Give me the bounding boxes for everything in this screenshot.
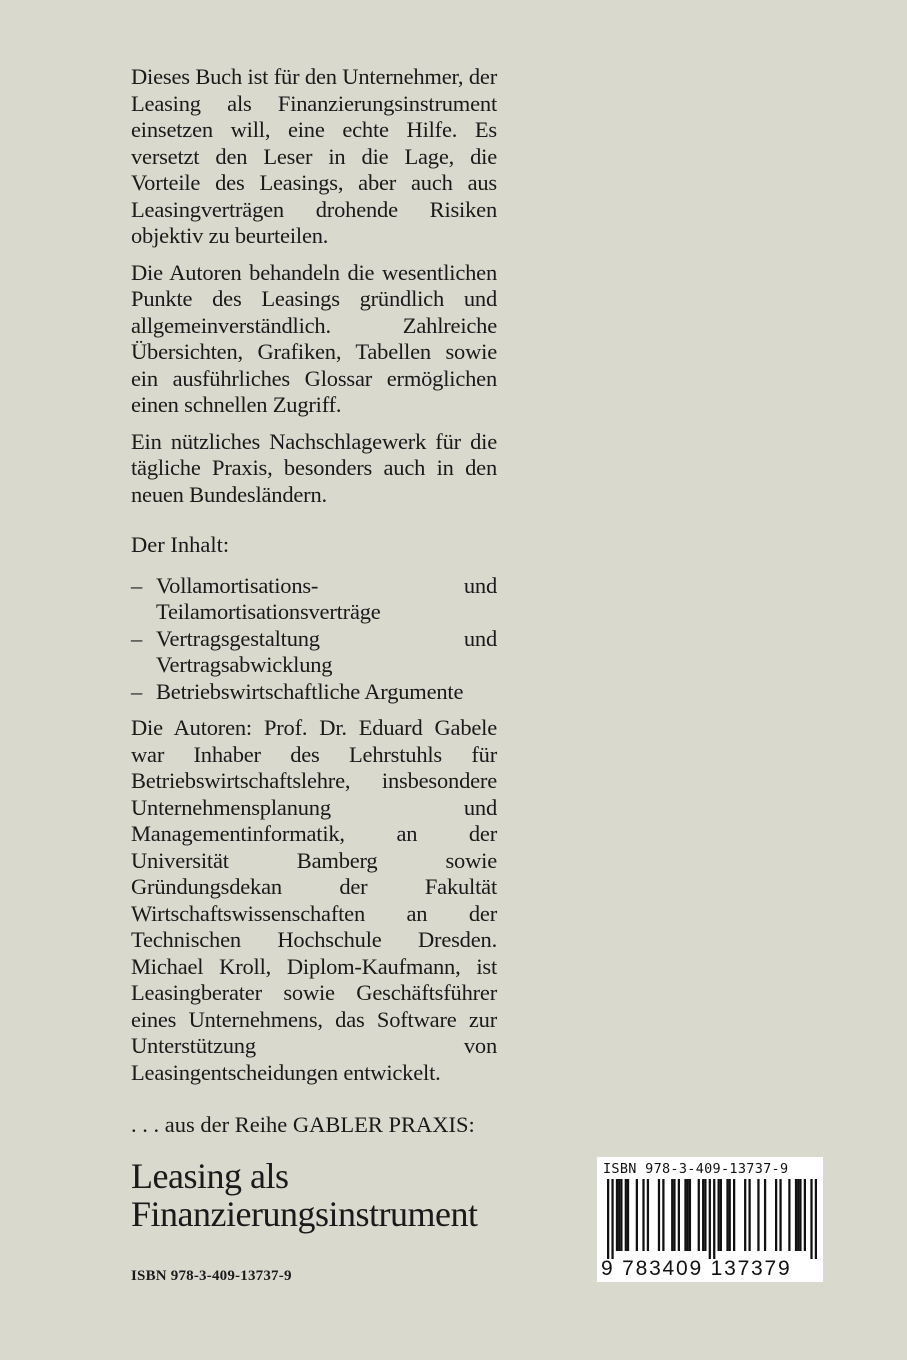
barcode-bar xyxy=(625,1179,627,1251)
barcode-digits: 9 783409 137379 xyxy=(601,1257,792,1280)
barcode-bar xyxy=(810,1179,812,1259)
barcode-bar xyxy=(636,1179,638,1251)
barcode-bar xyxy=(704,1179,706,1251)
barcode-bar xyxy=(627,1179,629,1251)
contents-item-text: Betriebswirtschaftliche Argumente xyxy=(156,678,464,704)
barcode-bar xyxy=(642,1179,644,1251)
barcode-bar xyxy=(647,1179,649,1251)
barcode-bars xyxy=(607,1179,817,1259)
barcode-bar xyxy=(729,1179,731,1251)
barcode-bar xyxy=(788,1179,790,1251)
barcode-isbn-label: ISBN 978-3-409-13737-9 xyxy=(603,1161,789,1177)
book-title-line-1: Leasing als xyxy=(131,1155,289,1196)
barcode-bar xyxy=(673,1179,675,1251)
contents-item xyxy=(131,573,497,626)
barcode-bar xyxy=(795,1179,797,1251)
barcode-bar xyxy=(702,1179,704,1251)
list-dash: – xyxy=(131,572,143,598)
barcode-bar xyxy=(726,1179,728,1251)
barcode-bar xyxy=(775,1179,777,1251)
authors-paragraph: Die Autoren: Prof. Dr. Eduard Gabele war Inhaber des Lehrstuhls für Betriebswirtschaftslehre, insbesondere Unternehmensplanung und Managementinformatik, an der Universität Bamberg sowie Gründungsdekan der Fakultät Wirtschaftswissenschaften an der Technischen Hochschule Dresden. Michael Kroll, Diplom-Kaufmann, ist Leasingberater sowie Geschäftsführer eines Unternehmens, das Software zur Unterstützung von Leasingentscheidungen entwickelt. xyxy=(131,715,497,1085)
barcode-bar xyxy=(804,1179,806,1251)
barcode-bar xyxy=(687,1179,689,1251)
barcode-bar xyxy=(744,1179,746,1251)
barcode-bar xyxy=(720,1179,722,1251)
barcode-bar xyxy=(607,1179,609,1259)
series-line: . . . aus der Reihe GABLER PRAXIS: xyxy=(131,1112,475,1137)
barcode-bar xyxy=(698,1179,700,1251)
intro-paragraph: Dieses Buch ist für den Unternehmer, der Leasing als Finanzierungsinstrument einsetzen will, eine echte Hilfe. Es versetzt den Leser in die Lage, die Vorteile des Leasings, aber auch aus Leasingverträgen drohende Risiken objektiv zu beurteilen. xyxy=(131,64,497,248)
contents-item-text: Vertragsgestaltung und Vertragsabwicklung xyxy=(156,625,497,677)
barcode-bar xyxy=(618,1179,620,1251)
barcode-bar xyxy=(748,1179,750,1251)
list-dash: – xyxy=(131,678,143,704)
contents-list xyxy=(131,573,497,706)
contents-item xyxy=(131,679,497,706)
barcode-bar xyxy=(815,1179,817,1259)
isbn-print: ISBN 978-3-409-13737-9 xyxy=(131,1268,292,1284)
list-dash: – xyxy=(131,625,143,651)
book-title-line-2: Finanzierungsinstrument xyxy=(131,1193,478,1234)
back-cover-text-column xyxy=(131,64,497,1233)
features-paragraph: Die Autoren behandeln die wesentlichen Punkte des Leasings gründlich und allgemeinverständlich. Zahlreiche Übersichten, Grafiken, Tabellen sowie ein ausführliches Glossar ermöglichen einen schnellen Zugriff. xyxy=(131,259,497,417)
contents-item xyxy=(131,626,497,679)
barcode-bar xyxy=(689,1179,691,1251)
barcode-bar xyxy=(799,1179,801,1251)
barcode-bar xyxy=(764,1179,766,1251)
barcode-bar xyxy=(662,1179,664,1251)
barcode-bar xyxy=(658,1179,660,1251)
barcode-bar xyxy=(718,1179,720,1251)
barcode-bar xyxy=(709,1179,711,1259)
contents-heading: Der Inhalt: xyxy=(131,532,230,557)
barcode-bar xyxy=(757,1179,759,1251)
barcode-bar xyxy=(713,1179,715,1259)
contents-item-text: Vollamortisations- und Teilamortisationsverträge xyxy=(156,572,497,624)
barcode-bar xyxy=(797,1179,799,1251)
usage-paragraph: Ein nützliches Nachschlagewerk für die tägliche Praxis, besonders auch in den neuen Bundesländern. xyxy=(131,428,497,507)
barcode-bar xyxy=(620,1179,622,1251)
barcode-bar xyxy=(733,1179,735,1251)
isbn-barcode xyxy=(597,1157,823,1282)
barcode-bar xyxy=(611,1179,613,1259)
barcode-bar xyxy=(684,1179,686,1251)
barcode-bar xyxy=(616,1179,618,1251)
barcode-bar xyxy=(678,1179,680,1251)
barcode-bar xyxy=(671,1179,673,1251)
barcode-bar xyxy=(779,1179,781,1251)
